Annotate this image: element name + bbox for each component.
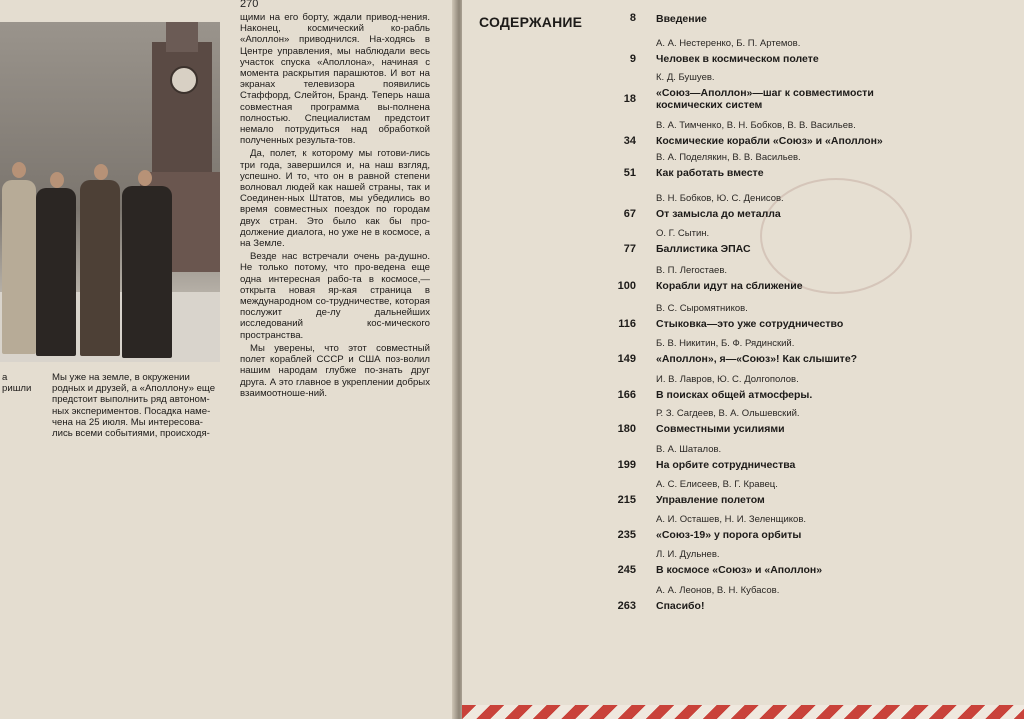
toc-authors: Л. И. Дульнев. [656,549,720,560]
toc-chapter-line: Введение [656,13,707,25]
person-figure [122,186,172,358]
toc-chapter-line: Как работать вместе [656,167,764,179]
toc-authors: А. А. Нестеренко, Б. П. Артемов. [656,38,801,49]
text-line: ришли [2,383,32,395]
person-head [94,164,108,180]
toc-chapter-title [656,13,707,25]
person-figure [2,180,36,354]
toc-authors: И. В. Лавров, Ю. С. Долгополов. [656,374,799,385]
paragraph: щими на его борту, ждали привод-нения. Наконец, космический ко-рабль «Аполлон» приводнился. На-ходясь в Центре управления, мы наблюдали весь участок спуска «Аполлона», начиная с момента раскрытия парашютов. И вот на экранах телевизора появились Стаффорд, Слейтон, Бранд. Теперь наша совместная программа вы-полнена полностью. Специалистам предстоит немало потрудиться над обработкой полученных результа-тов. [240,12,430,147]
toc-chapter-title [656,208,781,220]
toc-authors: К. Д. Бушуев. [656,72,715,83]
toc-page-number: 77 [623,243,636,255]
toc-chapter-line: В поисках общей атмосферы. [656,389,813,401]
toc-authors: Б. В. Никитин, Б. Ф. Рядинский. [656,338,795,349]
toc-page-number: 100 [617,280,636,292]
toc-page-number: 8 [629,12,636,24]
text-line: ных экспериментов. Посадка наме- [52,405,211,417]
toc-chapter-line: «Аполлон», я—«Союз»! Как слышите? [656,353,858,365]
toc-chapter-title [656,494,765,506]
toc-chapter-line: Космические корабли «Союз» и «Аполлон» [656,135,883,147]
toc-chapter-title [656,280,803,292]
toc-chapter-line: На орбите сотрудничества [656,459,796,471]
toc-chapter-line: Человек в космическом полете [656,53,819,65]
toc-authors: А. А. Леонов, В. Н. Кубасов. [656,585,780,596]
paragraph: Мы уверены, что этот совместный полет кораблей СССР и США поз-волил нашим народам глубже по-знать друг друга. А это главное в укреплении добрых взаимоотноше-ний. [240,342,430,399]
toc-chapter-title [656,459,795,471]
toc-chapter-title [656,318,843,330]
toc-page-number: 116 [618,318,636,330]
toc-page-number: 215 [617,494,636,506]
toc-page-number: 34 [623,135,636,147]
text-line: чена на 25 июля. Мы интересова- [52,416,203,428]
toc-chapter-line: Спасибо! [656,600,705,612]
cover-edge-stripe [462,705,1024,719]
text-line: Мы уже на земле, в окружении [52,372,190,383]
toc-chapter-title [656,53,819,65]
toc-chapter-line: космических систем [656,99,763,111]
toc-authors: Р. З. Сагдеев, В. А. Ольшевский. [656,408,800,419]
toc-chapter-title [656,423,785,435]
text-column-1 [2,372,38,394]
toc-chapter-title [656,167,764,179]
toc-chapter-line: «Союз—Аполлон»—шаг к совместимости [656,87,874,99]
page-number: 270 [240,0,259,10]
toc-chapter-title [656,87,874,111]
text-line: родных и друзей, а «Аполлону» еще [52,383,216,395]
toc-page-number: 199 [617,459,636,471]
person-head [12,162,26,178]
left-page [0,0,458,719]
toc-page-number: 245 [617,564,636,576]
toc-chapter-title [656,564,822,576]
toc-chapter-title [656,389,812,401]
person-head [138,170,152,186]
person-head [50,172,64,188]
text-line: предстоит выполнить ряд автоном- [52,394,210,406]
toc-authors: А. И. Осташев, Н. И. Зеленщиков. [656,514,807,525]
person-figure [36,188,76,356]
toc-chapter-title [656,600,704,612]
paragraph: Да, полет, к которому мы готови-лись три года, завершился и, на наш взгляд, успешно. И то, что он в равной степени волновал людей как нашей страны, так и Соединен-ных Штатов, мы убедились во время совместных поездок по городам двух стран. Это было как бы про-должение диалога, но уже не в космосе, а на Земле. [240,148,430,250]
toc-authors: В. С. Сыромятников. [656,303,748,314]
toc-page-number: 67 [623,208,636,220]
toc-chapter-title [656,243,751,255]
toc-page-number: 51 [623,167,636,179]
text-column-2 [52,372,230,439]
toc-chapter-line: Совместными усилиями [656,423,785,435]
toc-chapter-title [656,529,801,541]
toc-chapter-title [656,135,883,147]
toc-title: СОДЕРЖАНИЕ [479,14,583,30]
text-line: лись всеми событиями, происходя- [52,428,210,440]
toc-chapter-line: Баллистика ЭПАС [656,243,751,255]
toc-authors: В. А. Поделякин, В. В. Васильев. [656,152,801,163]
toc-chapter-line: Стыковка—это уже сотрудничество [656,318,844,330]
toc-page-number: 235 [617,529,636,541]
toc-page-number: 166 [617,389,636,401]
toc-chapter-line: «Союз-19» у порога орбиты [656,529,802,541]
text-line: а [2,372,8,383]
toc-chapter-line: Корабли идут на сближение [656,280,803,292]
clock-icon [170,66,198,94]
toc-authors: В. Н. Бобков, Ю. С. Денисов. [656,193,784,204]
toc-page-number: 9 [629,53,636,65]
toc-chapter-line: Управление полетом [656,494,765,506]
toc-authors: О. Г. Сытин. [656,228,710,239]
paragraph: Везде нас встречали очень ра-душно. Не только потому, что про-ведена еще одна интересная рабо-та в космосе,—открыта новая яр-кая страница в международном со-трудничестве, которая послужит де-лу дальнейших исследований кос-мического пространства. [240,251,430,341]
toc-chapter-title [656,353,857,365]
toc-authors: В. А. Шаталов. [656,444,722,455]
toc-authors: В. П. Легостаев. [656,265,728,276]
toc-page-number: 180 [617,423,636,435]
toc-authors: А. С. Елисеев, В. Г. Кравец. [656,479,778,490]
text-column-3 [240,12,430,401]
toc-authors: В. А. Тимченко, В. Н. Бобков, В. В. Васильев. [656,120,856,131]
toc-page-number: 263 [617,600,636,612]
toc-page-number: 18 [623,93,636,105]
toc-page-number: 149 [617,353,636,365]
cosmonauts-photo [0,22,220,362]
toc-chapter-line: От замысла до металла [656,208,781,220]
toc-chapter-line: В космосе «Союз» и «Аполлон» [656,564,823,576]
person-figure [80,180,120,356]
